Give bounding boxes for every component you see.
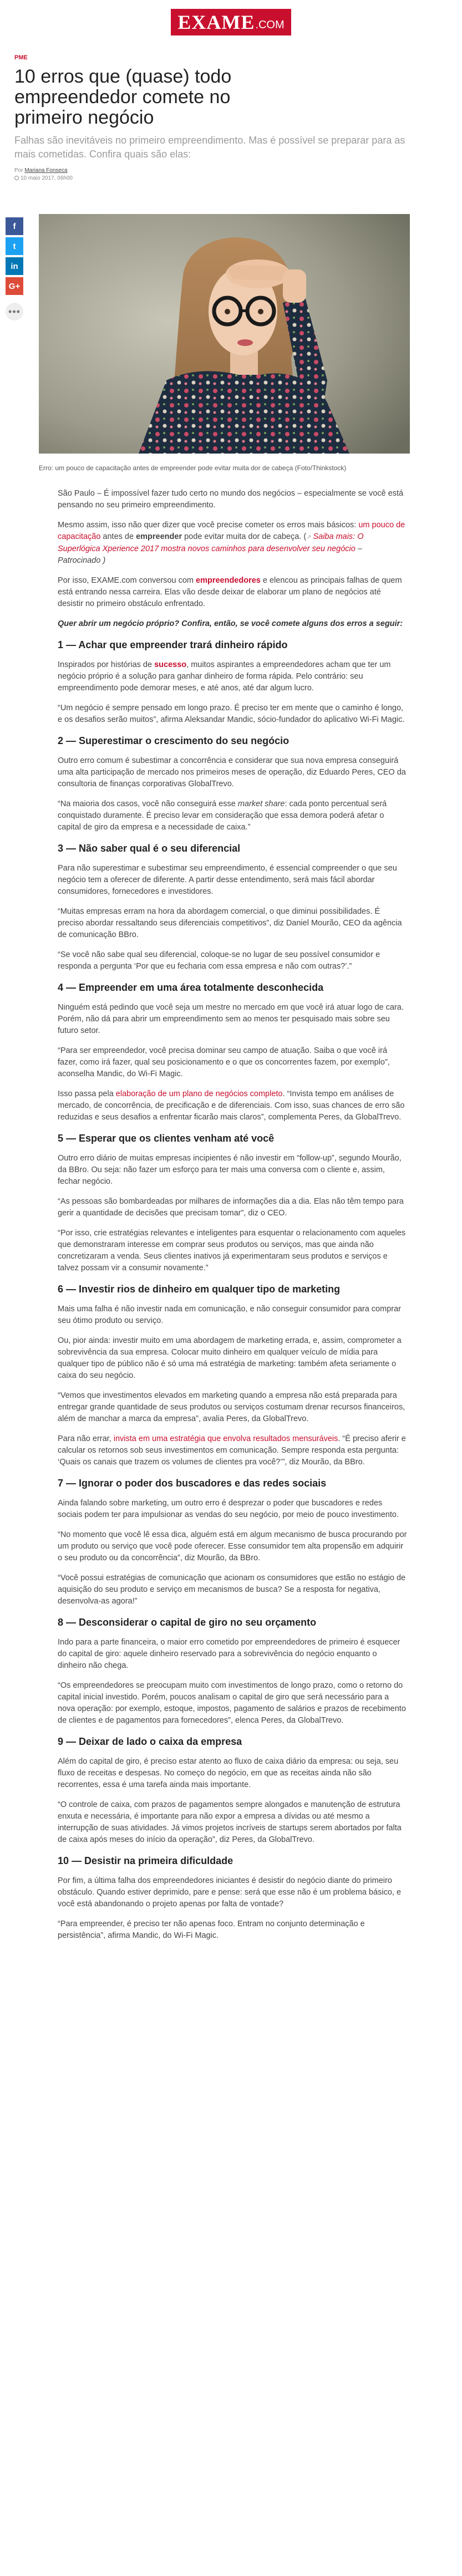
paragraph: “Muitas empresas erram na hora da abordagem comercial, o que diminui possibilidades. É preciso abordar ressaltando seus diferenciais competitivos”, diz Daniel Mourão, CEO da agência de comunicação BBro. <box>58 907 402 939</box>
section-heading-8: 8 — Desconsiderar o capital de giro no seu orçamento <box>58 1617 317 1628</box>
paragraph: “Na maioria dos casos, você não conseguirá esse market share: cada ponto percentual será conquistado duramente. É preciso levar em consideração que essa demora poderá afetar o capital de giro da empresa e a necessidade de caixa.” <box>58 800 387 832</box>
paragraph: Ainda falando sobre marketing, um outro erro é desprezar o poder que buscadores e redes sociais podem ter para impulsionar as vendas do seu negócio, por meio de pouco investimento. <box>58 1499 399 1519</box>
section-heading-5: 5 — Esperar que os clientes venham até você <box>58 1133 275 1144</box>
paragraph: “Para empreender, é preciso ter não apenas foco. Entram no conjunto determinação e persistência”, afirma Mandic, do Wi-Fi Magic. <box>58 1920 365 1940</box>
paragraph: Para não superestimar e subestimar seu empreendimento, é essencial compreender o que seu negócio tem a oferecer de diferente. A partir desse entendimento, será mais fácil abordar consumidores, fornecedores e investidores. <box>58 864 397 896</box>
linkedin-icon: in <box>11 261 18 271</box>
byline-prefix: Por <box>14 167 23 174</box>
link-sucesso[interactable]: sucesso <box>154 660 187 669</box>
share-twitter-button[interactable] <box>6 237 23 255</box>
section-heading-6: 6 — Investir rios de dinheiro em qualquer tipo de marketing <box>58 1284 341 1295</box>
section-heading-7: 7 — Ignorar o poder dos buscadores e das redes sociais <box>58 1478 327 1489</box>
paragraph: “Se você não sabe qual seu diferencial, coloque-se no lugar de seu possível consumidor e responda a pergunta ‘Por que eu fecharia com essa empresa e não com outras?’.” <box>58 950 380 971</box>
section-heading-3: 3 — Não saber qual é o seu diferencial <box>58 843 241 854</box>
link-plano-de-negocios[interactable]: elaboração de um plano de negócios completo <box>115 1090 283 1098</box>
link-estrategia-mensuravel[interactable]: invista em uma estratégia que envolva resultados mensuráveis <box>113 1434 338 1443</box>
paragraph: Outro erro comum é subestimar a concorrência e considerar que sua nova empresa conseguirá uma alta participação de mercado nos primeiros meses de operação, diz Eduardo Peres, CEO da consultoria de finanças corporativas GlobalTrevo. <box>58 756 406 788</box>
paragraph: “Por isso, crie estratégias relevantes e inteligentes para esquentar o relacionamento com aqueles que demonstraram interesse em comprar seus produtos ou serviços, mas que ainda não concretizaram a venda. Seus clientes inativos já experimentaram seus produtos e serviços e talvez possam vir a consumir novamente.” <box>58 1229 406 1272</box>
byline <box>14 167 73 182</box>
paragraph: Mais uma falha é não investir nada em comunicação, e não conseguir consumidor para comprar seu ótimo produto ou serviço. <box>58 1305 401 1325</box>
more-share-button[interactable]: ••• <box>6 303 23 320</box>
facebook-icon: f <box>13 221 16 231</box>
google-plus-icon: G+ <box>8 281 21 291</box>
paragraph: Ninguém está pedindo que você seja um mestre no mercado em que você irá atuar logo de cara. Porém, não dá para abrir um empreendimento sem ao menos ter pesquisado mais sobre seu futuro setor. <box>58 1003 404 1035</box>
author-link[interactable]: Mariana Fonseca <box>24 167 68 174</box>
clock-icon <box>14 176 19 180</box>
sponsored-link-icon: ↗ <box>306 534 313 541</box>
paragraph: “As pessoas são bombardeadas por milhares de informações dia a dia. Elas não têm tempo para gerir a quantidade de decisões que precisam tomar”, diz o CEO. <box>58 1197 404 1218</box>
paragraph: Por fim, a última falha dos empreendedores iniciantes é desistir do negócio diante do primeiro obstáculo. Quando estiver deprimido, pare e pense: será que esse não é um problema básico, e você está abandonando o projeto apenas por falta de vontade? <box>58 1876 402 1908</box>
woman-facepalm-illustration <box>39 214 410 454</box>
share-google-plus-button[interactable] <box>6 277 23 295</box>
paragraph: Inspirados por histórias de sucesso, muitos aspirantes a empreendedores acham que ter um negócio próprio é a solução para ganhar dinheiro de forma rápida. Pelo contrário: seu empreendimento pode demorar meses, e até anos, até dar algum lucro. <box>58 660 391 693</box>
paragraph: “Você possui estratégias de comunicação que acionam os consumidores que estão no estágio de aquisição do seu produto e serviço em mecanismos de busca? Se a resposta for negativa, desenvolva-as agora!” <box>58 1574 406 1606</box>
paragraph: “O controle de caixa, com prazos de pagamentos sempre alongados e manutenção de estrutura enxuta e necessária, é importante para não expor a empresa a dívidas ou até mesmo a interrupção de suas atividades. Já vimos projetos incríveis de startups serem abortados por falta de caixa após meses do início da operação”, diz Peres, da GlobalTrevo. <box>58 1800 402 1844</box>
paragraph: “Vemos que investimentos elevados em marketing quando a empresa não está preparada para entregar grande quantidade de seus produtos ou serviços costumam drenar recursos financeiros, além de manchar a marca da empresa”, avalia Peres, da GlobalTrevo. <box>58 1391 405 1423</box>
paragraph: Por isso, EXAME.com conversou com empreendedores e elencou as principais falhas de quem está entrando nessa carreira. Elas vão desde deixar de elaborar um plano de negócios até desistir no primeiro obstáculo enfrentado. <box>58 576 402 608</box>
paragraph: Outro erro diário de muitas empresas incipientes é não investir em “follow-up”, segundo Mourão, da BBro. Ou seja: não fazer um esforço para ter mais uma conversa com o cliente e, assim, fechar negócio. <box>58 1154 402 1186</box>
site-header <box>0 0 462 44</box>
paragraph: Ou, pior ainda: investir muito em uma abordagem de marketing errada, e, assim, comprometer a sobrevivência da sua empresa. Colocar muito dinheiro em qualquer veículo de mídia para qualquer tipo de público não é só uma má estratégia de marketing: também afeta seriamente o caixa do seu negócio. <box>58 1336 402 1380</box>
article-body <box>58 488 407 1950</box>
category-link[interactable]: PME <box>14 54 28 61</box>
share-bar <box>6 217 23 320</box>
section-heading-9: 9 — Deixar de lado o caixa da empresa <box>58 1736 242 1747</box>
article-title: 10 erros que (quase) todo empreendedor comete no primeiro negócio <box>14 66 232 128</box>
logo-suffix: .COM <box>255 18 285 31</box>
keyword-empreender[interactable]: empreender <box>136 532 182 541</box>
paragraph: Isso passa pela elaboração de um plano de negócios completo. “Invista tempo em análises de mercado, de concorrência, de precificação e de diferenciais. Com isso, suas chances de erro são reduzidas e seus desafios a enfrentar ficarão mais claros”, complementa Peres, da GlobalTrevo. <box>58 1090 405 1122</box>
section-heading-10: 10 — Desistir na primeira dificuldade <box>58 1855 233 1866</box>
paragraph: Indo para a parte financeira, o maior erro cometido por empreendedores de primeiro é esquecer do capital de giro: aquele dinheiro reservado para a sobrevivência do negócio enquanto o dinheiro não chega. <box>58 1638 400 1670</box>
sponsored-link[interactable]: Saiba mais: O Superlógica Xperience 2017 mostra novos caminhos para desenvolver seu negócio <box>58 532 364 553</box>
paragraph: Para não errar, invista em uma estratégia que envolva resultados mensuráveis. “É preciso aferir e calcular os retornos sob seus investimentos em comunicação. Sempre responda esta pergunta: ‘Quais os canais que trazem os volumes de clientes pra você?’”, diz Mourão, da BBro. <box>58 1434 406 1467</box>
paragraph: “Os empreendedores se preocupam muito com investimentos de longo prazo, como o retorno do capital inicial investido. Porém, poucos analisam o capital de giro que será necessário para a nova operação: por exemplo, estoque, impostos, pagamento de salários e prazos de recebimento de clientes e de pagamentos para fornecedores”, elenca Peres, da GlobalTrevo. <box>58 1681 406 1725</box>
paragraph: “No momento que você lê essa dica, alguém está em algum mecanismo de busca procurando por um produto ou serviço que você pode oferecer. Esse consumidor tem alta propensão em adquirir o seu produto ou da concorrência”, diz Mourão, da BBro. <box>58 1530 407 1562</box>
paragraph: Além do capital de giro, é preciso estar atento ao fluxo de caixa diário da empresa: ou seja, seu fluxo de receitas e despesas. No começo do negócio, em que as receitas ainda não são recorrentes, essa é uma tarefa ainda mais importante. <box>58 1757 399 1789</box>
paragraph: “Para ser empreendedor, você precisa dominar seu campo de atuação. Saiba o que você irá fazer, como irá fazer, qual seu posicionamento e o que os concorrentes fazem, por exemplo”, aconselha Mandic, do Wi-Fi Magic. <box>58 1046 390 1078</box>
share-facebook-button[interactable] <box>6 217 23 235</box>
article-photo <box>39 214 410 454</box>
paragraph-intro: São Paulo – É impossível fazer tudo certo no mundo dos negócios – especialmente se você está pensando no seu primeiro empreendimento. <box>58 489 404 510</box>
paragraph: Mesmo assim, isso não quer dizer que você precise cometer os erros mais básicos: um pouco de capacitação antes de empreender pode evitar muita dor de cabeça. (↗ Saiba mais: O Superlógica Xperience 2017 mostra novos caminhos para desenvolver seu negócio – Patrocinado ) <box>58 521 405 565</box>
publish-date: 10 maio 2017, 06h00 <box>21 175 73 181</box>
exame-logo[interactable] <box>171 9 291 35</box>
paragraph: “Um negócio é sempre pensado em longo prazo. É preciso ter em mente que o caminho é longo, e os desafios serão muitos”, afirma Aleksandar Mandic, sócio-fundador do aplicativo Wi-Fi Magic. <box>58 704 405 724</box>
section-heading-2: 2 — Superestimar o crescimento do seu negócio <box>58 735 290 746</box>
photo-caption: Erro: um pouco de capacitação antes de empreender pode evitar muita dor de cabeça (Foto/Thinkstock) <box>39 464 347 472</box>
twitter-icon: t <box>13 241 16 251</box>
share-linkedin-button[interactable] <box>6 257 23 275</box>
link-empreendedores[interactable]: empreendedores <box>196 576 261 585</box>
section-heading-4: 4 — Empreender em uma área totalmente desconhecida <box>58 982 324 993</box>
article-subtitle: Falhas são inevitáveis no primeiro empreendimento. Mas é possível se preparar para as mais cometidas. Confira quais são elas: <box>14 135 405 160</box>
link-capacitacao[interactable]: um pouco de capacitação <box>58 521 405 541</box>
logo-word: EXAME <box>177 11 255 33</box>
section-heading-1: 1 — Achar que empreender trará dinheiro rápido <box>58 639 288 650</box>
lead-question: Quer abrir um negócio próprio? Confira, então, se você comete alguns dos erros a seguir: <box>58 619 403 628</box>
